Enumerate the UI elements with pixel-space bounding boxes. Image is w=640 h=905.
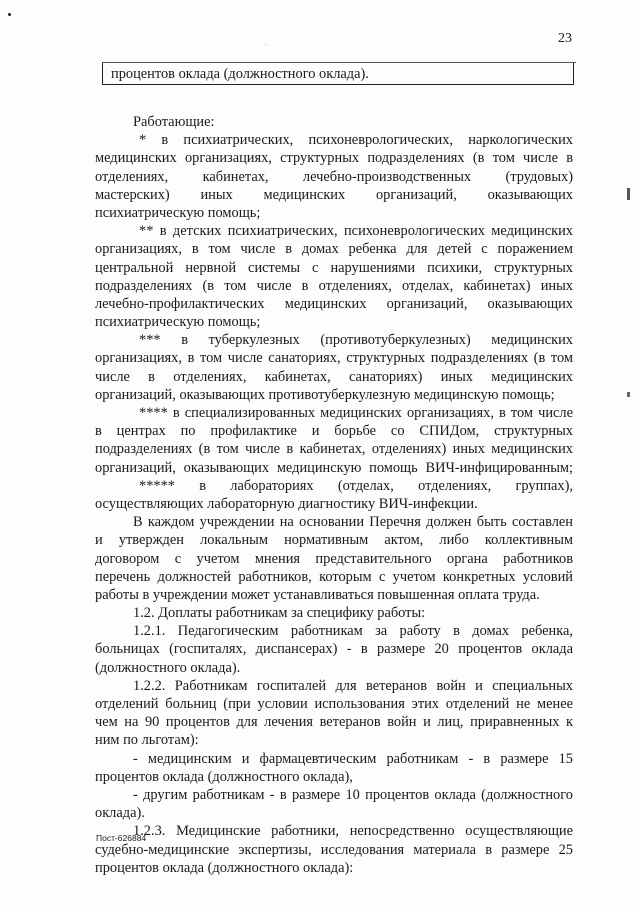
text-line: психиатрическую помощь; [95,204,261,221]
footer-document-code: Пост-626884 [96,833,147,843]
text-line: оклада). [95,805,145,822]
text-line: медицинских организациях, структурных подразделениях (в том числе в [95,150,573,167]
text-line: 1.2. Доплаты работникам за специфику работы: [133,605,426,622]
text-line: Работающие: [133,114,215,130]
text-line: В каждом учреждении на основании Перечня должен быть составлен [133,514,573,531]
text-line: подразделениях (в том числе в кабинетах, отделениях) иных медицинских [95,441,573,458]
text-line: числе в отделениях, кабинетах, санаториях) иных медицинских [95,368,573,385]
table-fragment [102,62,574,85]
text-line: отделений больниц (при условии использования этих отделений не менее [95,696,573,712]
text-line: судебно-медицинские экспертизы, исследования материала в размере 25 [95,841,573,858]
text-line: отделениях, кабинетах, лечебно-производственных (трудовых) [95,168,573,185]
text-line: - другим работникам - в размере 10 процентов оклада (должностного [133,786,573,803]
text-line: процентов оклада (должностного оклада), [95,768,353,785]
text-line: 1.2.1. Педагогическим работникам за работу в домах ребенка, [133,623,573,640]
text-line: ** в детских психиатрических, психоневрологических медицинских [139,223,573,240]
text-line: **** в специализированных медицинских организациях, в том числе [139,405,573,421]
text-line: подразделениях (в том числе в отделениях, отделах, кабинетах) иных [95,277,573,294]
text-line: организаций, оказывающих медицинскую помощь ВИЧ-инфицированным; [95,459,573,476]
table-fragment-text: процентов оклада (должностного оклада). [111,66,369,82]
scan-edge-mark [627,188,630,200]
text-line: договором с учетом мнения представительного органа работников [95,550,573,567]
text-line: чем на 90 процентов для лечения ветеранов войн и лиц, приравненных к [95,714,573,731]
text-line: ним по льготам): [95,732,199,749]
text-line: работы в учреждении может устанавливаться повышенная оплата труда. [95,586,540,603]
text-line: больницах (госпиталях, диспансерах) - в размере 20 процентов оклада [95,641,573,658]
text-line: организациях, в том числе в домах ребенка для детей с поражением [95,241,573,258]
text-line: *** в туберкулезных (противотуберкулезных) медицинских [139,332,573,349]
text-line: * в психиатрических, психоневрологических, наркологических [139,132,573,149]
text-line: (должностного оклада). [95,659,241,676]
text-line: 1.2.3. Медицинские работники, непосредственно осуществляющие [133,823,573,840]
text-line: - медицинским и фармацевтическим работникам - в размере 15 [133,750,573,767]
scan-speck [265,44,266,45]
text-line: и утвержден локальным нормативным актом, либо коллективным [95,532,573,549]
text-line: в центрах по профилактике и борьбе со СПИДом, структурных [95,423,573,440]
scan-edge-mark [627,392,630,397]
text-line: организациях, в том числе санаториях, структурных подразделениях (в том [95,350,573,367]
text-line: осуществляющих лабораторную диагностику ВИЧ-инфекции. [95,495,478,512]
text-line: процентов оклада (должностного оклада): [95,859,354,876]
text-line: психиатрическую помощь; [95,314,261,331]
page-number: 23 [558,31,572,46]
text-line: центральной нервной системы с нарушениями психики, структурных [95,259,573,276]
scan-speck [8,13,11,16]
body-text [95,113,573,877]
text-line: перечень должностей работников, которым с учетом конкретных условий [95,568,573,585]
text-line: ***** в лабораториях (отделах, отделениях, группах), [139,477,573,494]
text-line: 1.2.2. Работникам госпиталей для ветеранов войн и специальных [133,677,573,694]
text-line: мастерских) иных медицинских организаций, оказывающих [95,186,573,203]
text-line: организаций, оказывающих противотуберкулезную медицинскую помощь; [95,386,555,403]
text-line: лечебно-профилактических медицинских организаций, оказывающих [95,295,573,312]
